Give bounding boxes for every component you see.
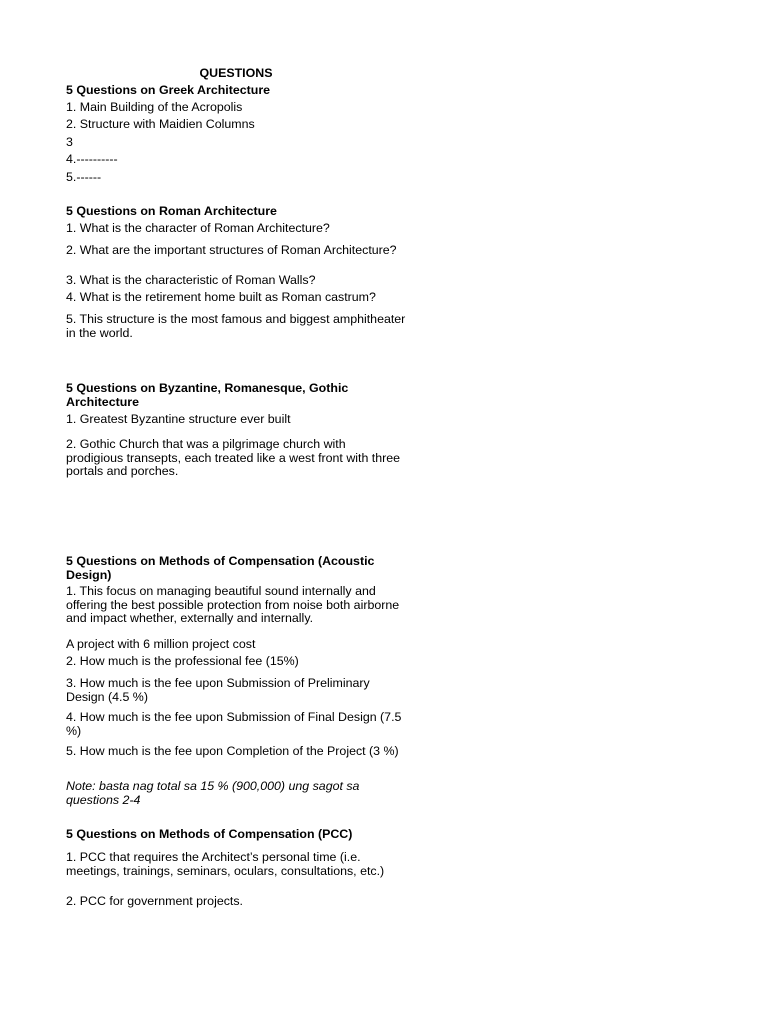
roman-question-2: 2. What are the important structures of Roman Architecture?: [66, 243, 397, 257]
roman-question-5: 5. This structure is the most famous and biggest amphitheater in the world.: [66, 312, 406, 340]
acoustic-note: Note: basta nag total sa 15 % (900,000) ung sagot sa questions 2-4: [66, 779, 360, 807]
pcc-section-heading: 5 Questions on Methods of Compensation (PCC): [66, 827, 353, 841]
roman-question-4: 4. What is the retirement home built as Roman castrum?: [66, 290, 376, 304]
greek-question-4: 4.----------: [66, 152, 118, 166]
roman-question-3: 3. What is the characteristic of Roman Walls?: [66, 273, 316, 287]
byzantine-question-2: 2. Gothic Church that was a pilgrimage church with prodigious transepts, each treated like a west front with three portals and porches.: [66, 437, 401, 479]
byzantine-section-heading: 5 Questions on Byzantine, Romanesque, Gothic Architecture: [66, 381, 349, 409]
acoustic-project-cost: A project with 6 million project cost: [66, 637, 256, 651]
greek-question-5: 5.------: [66, 170, 102, 184]
acoustic-question-4: 4. How much is the fee upon Submission of Final Design (7.5 %): [66, 710, 402, 738]
acoustic-question-3: 3. How much is the fee upon Submission of Preliminary Design (4.5 %): [66, 676, 370, 704]
pcc-question-1: 1. PCC that requires the Architect’s personal time (i.e. meetings, trainings, seminars, oculars, consultations, etc.): [66, 850, 385, 878]
greek-question-2: 2. Structure with Maidien Columns: [66, 117, 255, 131]
roman-section-heading: 5 Questions on Roman Architecture: [66, 204, 277, 218]
greek-question-3: 3: [66, 135, 73, 149]
acoustic-section-heading: 5 Questions on Methods of Compensation (Acoustic Design): [66, 554, 375, 582]
roman-question-1: 1. What is the character of Roman Architecture?: [66, 221, 330, 235]
acoustic-question-5: 5. How much is the fee upon Completion of the Project (3 %): [66, 744, 399, 758]
document-title: QUESTIONS: [199, 66, 273, 80]
pcc-question-2: 2. PCC for government projects.: [66, 894, 243, 908]
acoustic-question-1: 1. This focus on managing beautiful sound internally and offering the best possible protection from noise both airborne and impact whether, externally and internally.: [66, 584, 400, 626]
byzantine-question-1: 1. Greatest Byzantine structure ever built: [66, 412, 291, 426]
greek-question-1: 1. Main Building of the Acropolis: [66, 100, 243, 114]
acoustic-question-2: 2. How much is the professional fee (15%): [66, 654, 299, 668]
greek-section-heading: 5 Questions on Greek Architecture: [66, 83, 271, 97]
